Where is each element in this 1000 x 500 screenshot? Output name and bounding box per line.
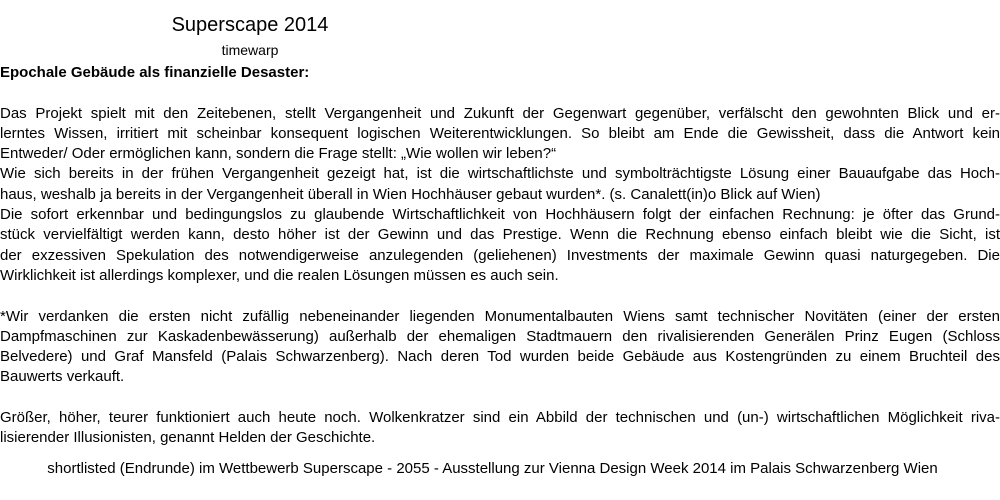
- text-line: Die sofort erkennbar und bedingungslos zu glaubende Wirtschaftlichkeit von Hochhäusern folgt der einfachen Rechnung: je öfter das Grund-: [0, 206, 1000, 224]
- text-line: Das Projekt spielt mit den Zeitebenen, stellt Vergangenheit und Zukunft der Gegenwart gegenüber, verfälscht den gewohnten Blick und er-: [0, 104, 1000, 122]
- paragraph-closing: [0, 408, 1000, 449]
- text-line: lisierender Illusionisten, genannt Helden der Geschichte.: [0, 429, 376, 447]
- text-line: lerntes Wissen, irritiert mit scheinbar konsequent logischen Weiterentwicklungen. So bleibt am Ende die Gewissheit, dass die Antwort kein: [0, 124, 1000, 142]
- article-body: [0, 63, 1000, 449]
- text-line: Wie sich bereits in der frühen Vergangenheit gezeigt hat, ist die wirtschaftlichste und symbolträchtigste Lösung einer Bauaufgabe das Hoch-: [0, 165, 1000, 183]
- text-line: Entweder/ Oder ermöglichen kann, sondern die Frage stellt: „Wie wollen wir leben?“: [0, 145, 557, 163]
- paragraph-spacer: [0, 286, 1000, 306]
- text-line: Größer, höher, teurer funktioniert auch heute noch. Wolkenkratzer sind ein Abbild der technischen und (un-) wirtschaftlichen Möglichkeit riva-: [0, 409, 1000, 427]
- paragraph-footnote: [0, 307, 1000, 388]
- text-line: Bauwerts verkauft.: [0, 368, 125, 386]
- text-line: stück vervielfältigt werden kann, desto höher ist der Gewinn und das Prestige. Wenn die Rechnung ebenso einfach bleibt wie die Sicht, ist: [0, 226, 1000, 244]
- paragraph-spacer: [0, 388, 1000, 408]
- text-line: Dampfmaschinen zur Kaskadenbewässerung) außerhalb der ehemaligen Stadtmauern den rivalisierenden Generälen Prinz Eugen (Schloss: [0, 327, 1000, 345]
- footer-note: shortlisted (Endrunde) im Wettbewerb Superscape - 2055 - Ausstellung zur Vienna Design Week 2014 im Palais Schwarzenberg Wien: [47, 460, 938, 477]
- text-line: Wirklichkeit ist allerdings komplexer, und die realen Lösungen müssen es auch sein.: [0, 266, 559, 284]
- text-line: haus, weshalb ja bereits in der Vergangenheit überall in Wien Hochhäuser gebaut wurden*. (s. Canalett(in)o Blick auf Wien): [0, 185, 821, 203]
- page-subtitle: timewarp: [221, 42, 279, 58]
- text-line: der exzessiven Spekulation des notwendigerweise anzulegenden (geliehenen) Investments der maximale Gewinn quasi naturgegeben. Die: [0, 246, 1000, 264]
- paragraph-intro: [0, 104, 1000, 287]
- article-heading: Epochale Gebäude als finanzielle Desaster:: [0, 64, 310, 81]
- paragraph-spacer: [0, 83, 1000, 103]
- text-line: Belvedere) und Graf Mansfeld (Palais Schwarzenberg). Nach deren Tod wurden beide Gebäude aus Kostengründen zu einem Bruchteil des: [0, 348, 1000, 366]
- text-line: *Wir verdanken die ersten nicht zufällig nebeneinander liegenden Monumentalbauten Wiens samt technischer Novitäten (einer der ersten: [0, 307, 1000, 325]
- page-title: Superscape 2014: [171, 14, 329, 36]
